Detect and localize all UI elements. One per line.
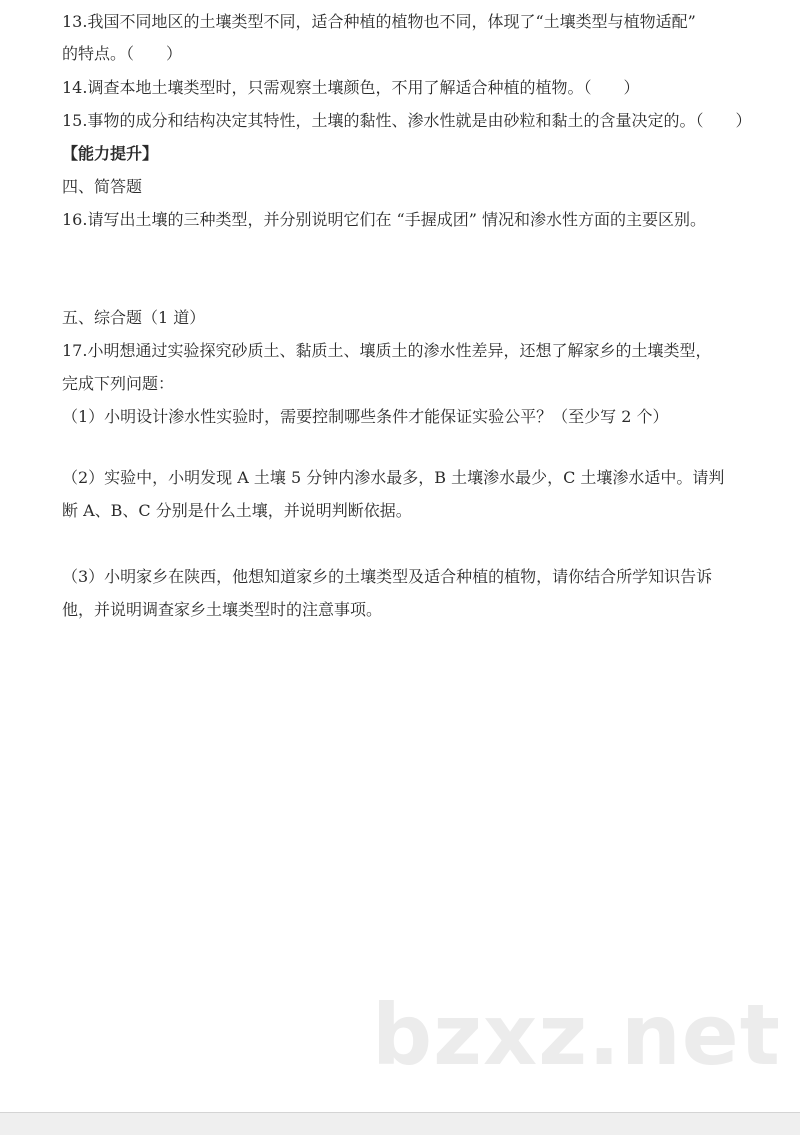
question-17-part-3-line-1: （3）小明家乡在陕西，他想知道家乡的土壤类型及适合种植的植物，请你结合所学知识告诉 bbox=[62, 567, 713, 586]
question-17-part-3-line-2: 他，并说明调查家乡土壤类型时的注意事项。 bbox=[62, 600, 383, 619]
question-17-part-2-line-2: 断 A、B、C 分别是什么土壤，并说明判断依据。 bbox=[62, 501, 412, 520]
bottom-scroll-bar[interactable] bbox=[0, 1112, 800, 1135]
question-17-line-2: 完成下列问题： bbox=[62, 374, 175, 393]
section-5-heading: 五、综合题（1 道） bbox=[62, 308, 206, 327]
section-ability-heading: 【能力提升】 bbox=[62, 144, 159, 163]
question-17-line-1: 17.小明想通过实验探究砂质土、黏质土、壤质土的渗水性差异，还想了解家乡的土壤类型， bbox=[62, 341, 712, 360]
section-4-heading: 四、简答题 bbox=[62, 177, 143, 196]
question-13-line-1: 13.我国不同地区的土壤类型不同，适合种植的植物也不同，体现了“土壤类型与植物适配” bbox=[62, 12, 696, 31]
question-17-part-2-line-1: （2）实验中，小明发现 A 土壤 5 分钟内渗水最多，B 土壤渗水最少，C 土壤渗水适中。请判 bbox=[62, 468, 725, 487]
question-14: 14.调查本地土壤类型时，只需观察土壤颜色，不用了解适合种植的植物。（ ） bbox=[62, 78, 640, 97]
question-13-line-2: 的特点。（ ） bbox=[62, 44, 183, 63]
question-16: 16.请写出土壤的三种类型，并分别说明它们在 “手握成团” 情况和渗水性方面的主要区别。 bbox=[62, 210, 706, 229]
question-17-part-1: （1）小明设计渗水性实验时，需要控制哪些条件才能保证实验公平？（至少写 2 个） bbox=[62, 407, 669, 426]
question-15: 15.事物的成分和结构决定其特性，土壤的黏性、渗水性就是由砂粒和黏土的含量决定的。（ ） bbox=[62, 111, 752, 130]
watermark: bzxz.net bbox=[372, 986, 781, 1084]
